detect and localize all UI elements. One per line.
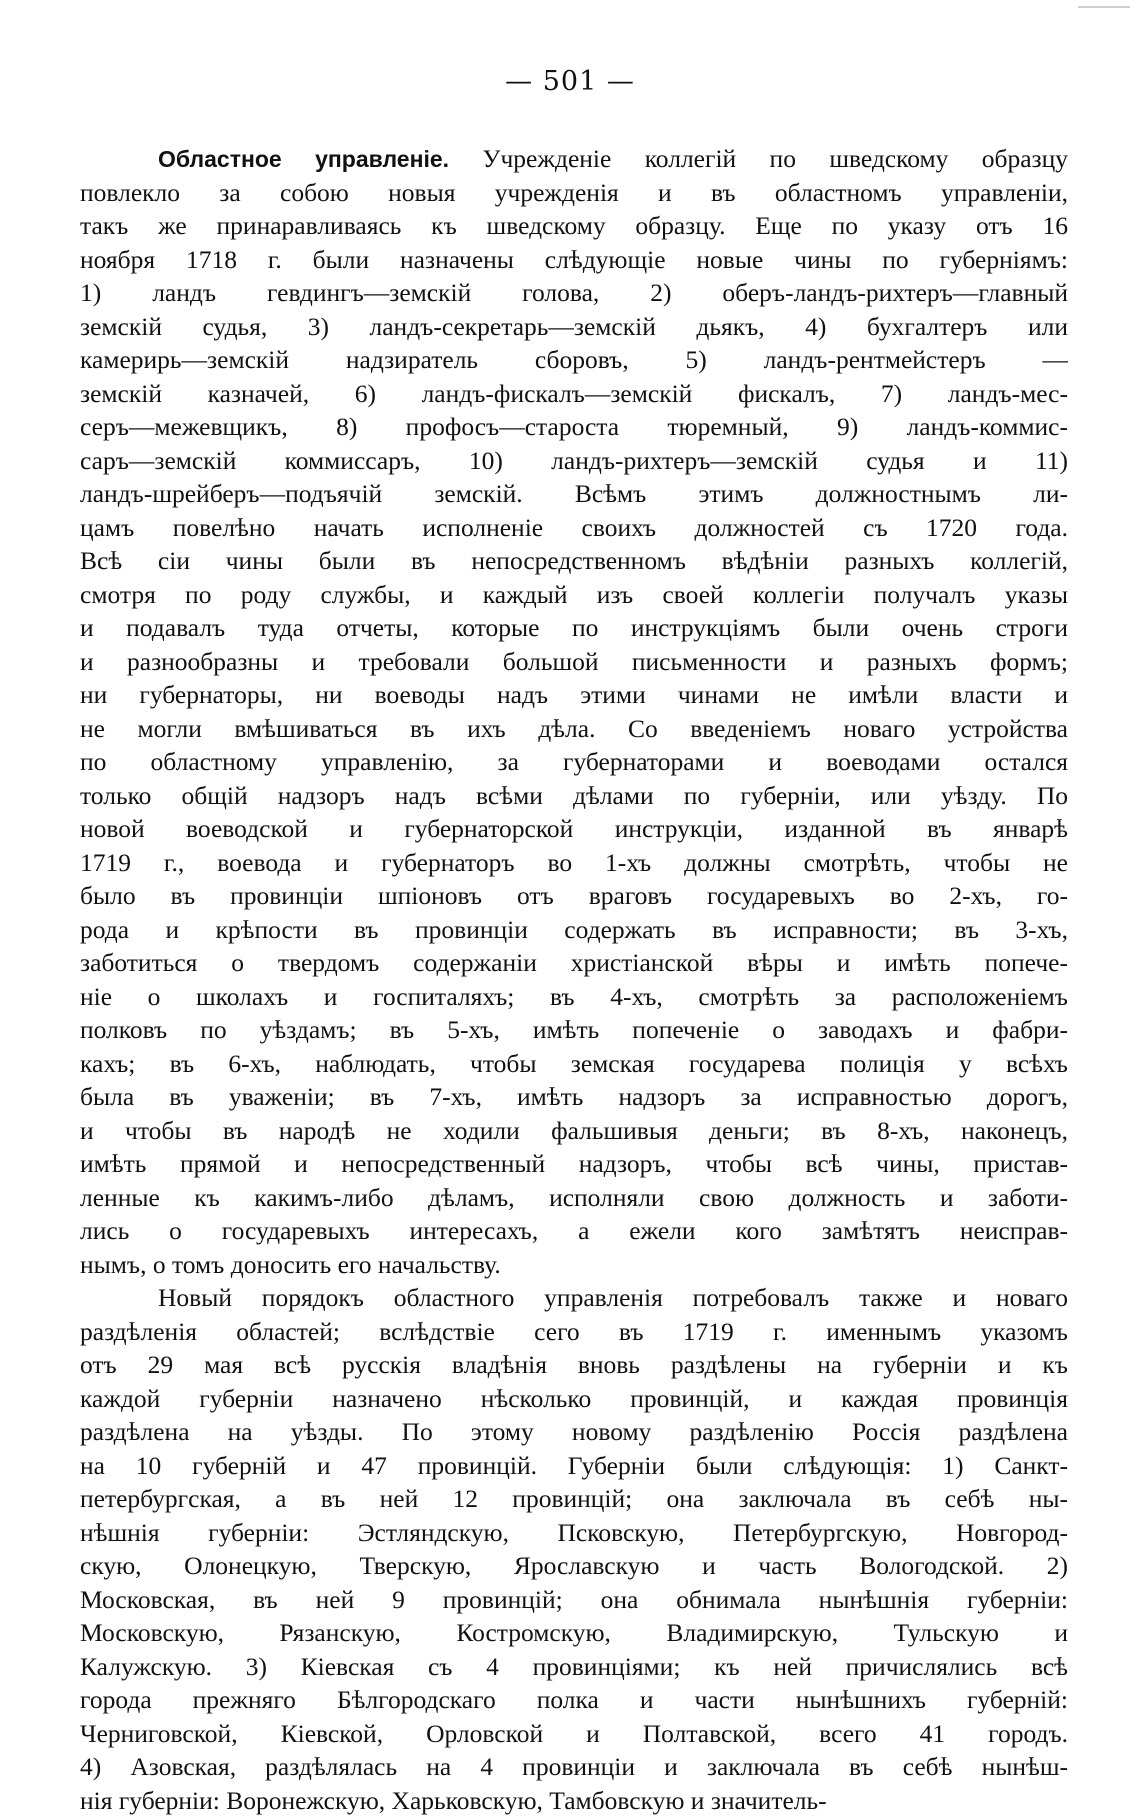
line-text: ландъ-шрейберъ—подъячій земскій. Всѣмъ этимъ должностнымъ ли- xyxy=(80,479,1068,508)
text-line xyxy=(80,511,1068,545)
line-text: повлекло за собою новыя учрежденія и въ областномъ управленіи, xyxy=(80,178,1068,207)
text-line xyxy=(80,444,1068,478)
line-text: заботиться о твердомъ содержаніи христіанской вѣры и имѣть попече- xyxy=(80,948,1068,977)
text-line xyxy=(80,1683,1068,1717)
text-line xyxy=(80,1248,1068,1282)
line-text: не могли вмѣшиваться въ ихъ дѣла. Со введеніемъ новаго устройства xyxy=(80,714,1068,743)
text-line xyxy=(80,1114,1068,1148)
line-text: Всѣ сіи чины были въ непосредственномъ вѣдѣніи разныхъ коллегій, xyxy=(80,546,1068,575)
text-line xyxy=(80,1750,1068,1784)
line-text: рода и крѣпости въ провинціи содержать въ исправности; въ 3-хъ, xyxy=(80,915,1068,944)
line-text: такъ же принаравливаясь къ шведскому образцу. Еще по указу отъ 16 xyxy=(80,211,1068,240)
line-text: земскій судья, 3) ландъ-секретарь—земскій дьякъ, 4) бухгалтеръ или xyxy=(80,312,1068,341)
text-line xyxy=(80,276,1068,310)
line-text: ленные къ какимъ-либо дѣламъ, исполняли свою должность и заботи- xyxy=(80,1183,1068,1212)
text-line xyxy=(80,980,1068,1014)
line-text: цамъ повелѣно начать исполненіе своихъ должностей съ 1720 года. xyxy=(80,513,1068,542)
text-line xyxy=(80,745,1068,779)
body-text xyxy=(80,142,1068,1817)
text-line xyxy=(80,410,1068,444)
text-line xyxy=(80,1281,1068,1315)
text-line xyxy=(80,1549,1068,1583)
text-line xyxy=(80,1415,1068,1449)
text-line xyxy=(80,1181,1068,1215)
line-text: новой воеводской и губернаторской инструкціи, изданной въ январѣ xyxy=(80,814,1068,843)
line-text: 1719 г., воевода и губернаторъ во 1-хъ должны смотрѣть, чтобы не xyxy=(80,848,1068,877)
line-text: только общій надзоръ надъ всѣми дѣлами по губерніи, или уѣзду. По xyxy=(80,781,1068,810)
text-line xyxy=(80,1482,1068,1516)
line-text: раздѣлена на уѣзды. По этому новому раздѣленію Россія раздѣлена xyxy=(80,1417,1068,1446)
line-text: петербургская, а въ ней 12 провинцій; она заключала въ себѣ ны- xyxy=(80,1484,1068,1513)
text-line xyxy=(80,913,1068,947)
text-line xyxy=(80,879,1068,913)
text-line xyxy=(80,1013,1068,1047)
line-text: скую, Олонецкую, Тверскую, Ярославскую и часть Вологодской. 2) xyxy=(80,1551,1068,1580)
line-text: Калужскую. 3) Кіевская съ 4 провинціями; къ ней причислялись всѣ xyxy=(80,1652,1068,1681)
line-text: нымъ, о томъ доносить его начальству. xyxy=(80,1250,501,1279)
text-line xyxy=(80,142,1068,176)
line-text: земскій казначей, 6) ландъ-фискалъ—земскій фискалъ, 7) ландъ-мес- xyxy=(80,379,1068,408)
line-text: имѣть прямой и непосредственный надзоръ, чтобы всѣ чины, пристав- xyxy=(80,1149,1068,1178)
line-text: на 10 губерній и 47 провинцій. Губерніи были слѣдующія: 1) Санкт- xyxy=(80,1451,1068,1480)
text-line xyxy=(80,846,1068,880)
text-line xyxy=(80,578,1068,612)
line-text: лись о государевыхъ интересахъ, а ежели кого замѣтятъ неисправ- xyxy=(80,1216,1068,1245)
line-text: ни губернаторы, ни воеводы надъ этими чинами не имѣли власти и xyxy=(80,680,1068,709)
line-text: Новый порядокъ областного управленія потребовалъ также и новаго xyxy=(158,1283,1068,1312)
line-text: и разнообразны и требовали большой письменности и разныхъ формъ; xyxy=(80,647,1068,676)
page-number: — 501 — xyxy=(0,66,1140,97)
text-line xyxy=(80,712,1068,746)
text-line xyxy=(80,310,1068,344)
section-heading: Областное управленіе. xyxy=(158,146,449,172)
line-text: раздѣленія областей; вслѣдствіе сего въ 1719 г. именнымъ указомъ xyxy=(80,1317,1068,1346)
text-line xyxy=(80,1650,1068,1684)
line-text: нія губерніи: Воронежскую, Харьковскую, Тамбовскую и значитель- xyxy=(80,1786,827,1815)
line-text: по областному управленію, за губернаторами и воеводами остался xyxy=(80,747,1068,776)
line-text: Черниговской, Кіевской, Орловской и Полтавской, всего 41 городъ. xyxy=(80,1719,1068,1748)
text-line xyxy=(80,1147,1068,1181)
text-line xyxy=(80,1516,1068,1550)
text-line xyxy=(80,176,1068,210)
line-text: саръ—земскій коммиссаръ, 10) ландъ-рихтеръ—земскій судья и 11) xyxy=(80,446,1068,475)
text-line xyxy=(80,611,1068,645)
line-text: Московская, въ ней 9 провинцій; она обнимала нынѣшнія губерніи: xyxy=(80,1585,1068,1614)
text-line xyxy=(80,1449,1068,1483)
text-line xyxy=(80,1214,1068,1248)
line-text: была въ уваженіи; въ 7-хъ, имѣть надзоръ за исправностью дорогъ, xyxy=(80,1082,1068,1111)
text-line xyxy=(80,1616,1068,1650)
line-text: Московскую, Рязанскую, Костромскую, Владимирскую, Тульскую и xyxy=(80,1618,1068,1647)
line-text: полковъ по уѣздамъ; въ 5-хъ, имѣть попеченіе о заводахъ и фабри- xyxy=(80,1015,1068,1044)
text-line xyxy=(80,946,1068,980)
text-line xyxy=(80,678,1068,712)
line-text: города прежняго Бѣлгородскаго полка и части нынѣшнихъ губерній: xyxy=(80,1685,1068,1714)
line-text: отъ 29 мая всѣ русскія владѣнія вновь раздѣлены на губерніи и къ xyxy=(80,1350,1068,1379)
line-text: кахъ; въ 6-хъ, наблюдать, чтобы земская государева полиція у всѣхъ xyxy=(80,1049,1068,1078)
text-line xyxy=(80,1080,1068,1114)
line-text: смотря по роду службы, и каждый изъ своей коллегіи получалъ указы xyxy=(80,580,1068,609)
text-line xyxy=(80,1382,1068,1416)
text-line xyxy=(80,343,1068,377)
line-text: и подавалъ туда отчеты, которые по инструкціямъ были очень строги xyxy=(80,613,1068,642)
text-line xyxy=(80,1315,1068,1349)
text-line xyxy=(80,544,1068,578)
text-line xyxy=(80,1784,1068,1817)
line-text: каждой губерніи назначено нѣсколько провинцій, и каждая провинція xyxy=(80,1384,1068,1413)
line-text: камерирь—земскій надзиратель сборовъ, 5) ландъ-рентмейстеръ — xyxy=(80,345,1068,374)
text-line xyxy=(80,645,1068,679)
line-text: серъ—межевщикъ, 8) профосъ—староста тюремный, 9) ландъ-коммис- xyxy=(80,412,1068,441)
text-line xyxy=(80,779,1068,813)
text-line xyxy=(80,477,1068,511)
text-line xyxy=(80,243,1068,277)
text-line xyxy=(80,812,1068,846)
line-text: 1) ландъ гевдингъ—земскій голова, 2) оберъ-ландъ-рихтеръ—главный xyxy=(80,278,1068,307)
line-text: было въ провинціи шпіоновъ отъ враговъ государевыхъ во 2-хъ, го- xyxy=(80,881,1068,910)
text-line xyxy=(80,1583,1068,1617)
line-text: ноября 1718 г. были назначены слѣдующіе новые чины по губерніямъ: xyxy=(80,245,1068,274)
line-text: и чтобы въ народѣ не ходили фальшивыя деньги; въ 8-хъ, наконецъ, xyxy=(80,1116,1068,1145)
text-line xyxy=(80,1047,1068,1081)
text-line xyxy=(80,377,1068,411)
line-text: 4) Азовская, раздѣлялась на 4 провинціи и заключала въ себѣ нынѣш- xyxy=(80,1752,1068,1781)
text-line xyxy=(80,209,1068,243)
text-line xyxy=(80,1717,1068,1751)
line-text: ніе о школахъ и госпиталяхъ; въ 4-хъ, смотрѣть за расположеніемъ xyxy=(80,982,1068,1011)
scan-edge-mark xyxy=(1078,6,1130,8)
text-line xyxy=(80,1348,1068,1382)
line-text: Учрежденіе коллегій по шведскому образцу xyxy=(482,144,1068,173)
line-text: нѣшнія губерніи: Эстляндскую, Псковскую, Петербургскую, Новгород- xyxy=(80,1518,1068,1547)
